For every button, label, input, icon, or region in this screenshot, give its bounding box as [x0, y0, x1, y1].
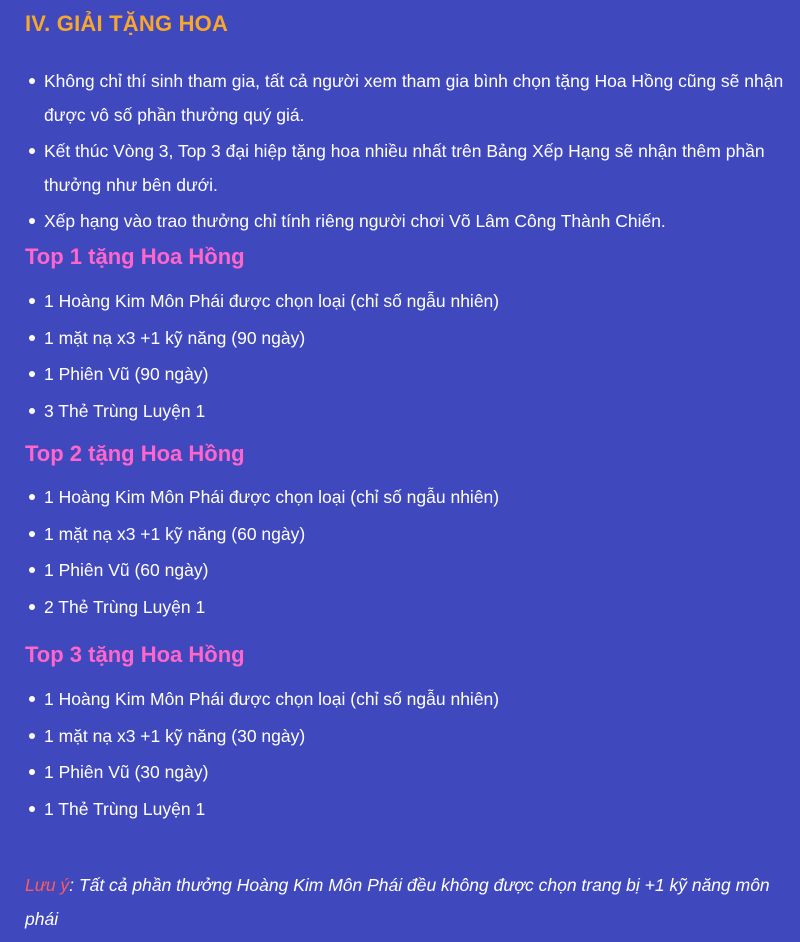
intro-text: Kết thúc Vòng 3, Top 3 đại hiệp tặng hoa nhiều nhất trên Bảng Xếp Hạng sẽ nhận thêm phần thưởng như bên dưới.: [44, 141, 765, 195]
bullet-icon: [29, 769, 35, 775]
tier-title-top-3: Top 3 tặng Hoa Hồng: [25, 642, 245, 667]
list-item: [0, 720, 800, 752]
reward-list-top-3: [0, 683, 800, 830]
reward-text: 1 mặt nạ x3 +1 kỹ năng (60 ngày): [44, 523, 306, 544]
bullet-icon: [29, 806, 35, 812]
bullet-icon: [29, 733, 35, 739]
note-label: Lưu ý: [25, 875, 70, 895]
bullet-icon: [29, 298, 35, 304]
list-item: [0, 64, 798, 132]
intro-list: [0, 64, 800, 240]
note-text: : Tất cả phần thưởng Hoàng Kim Môn Phái đều không được chọn trang bị +1 kỹ năng môn phái: [25, 875, 770, 929]
bullet-icon: [29, 567, 35, 573]
reward-text: 1 Phiên Vũ (60 ngày): [44, 560, 209, 581]
list-item: [0, 204, 800, 238]
bullet-icon: [29, 78, 35, 84]
list-item: [0, 756, 800, 788]
bullet-icon: [29, 696, 35, 702]
reward-text: 1 mặt nạ x3 +1 kỹ năng (30 ngày): [44, 725, 306, 746]
list-item: [0, 683, 800, 715]
list-item: [0, 358, 800, 390]
reward-text: 1 Hoàng Kim Môn Phái được chọn loại (chỉ số ngẫu nhiên): [44, 689, 500, 709]
bullet-icon: [29, 148, 35, 154]
list-item: [0, 591, 800, 623]
list-item: [0, 481, 800, 513]
bullet-icon: [29, 408, 35, 414]
reward-text: 1 Thẻ Trùng Luyện 1: [44, 799, 206, 820]
bullet-icon: [29, 604, 35, 610]
reward-text: 2 Thẻ Trùng Luyện 1: [44, 597, 206, 618]
reward-text: 1 mặt nạ x3 +1 kỹ năng (90 ngày): [44, 327, 306, 348]
intro-text: Không chỉ thí sinh tham gia, tất cả người xem tham gia bình chọn tặng Hoa Hồng cũng sẽ nhận được vô số phần thưởng quý giá.: [44, 71, 784, 125]
tier-title-top-2: Top 2 tặng Hoa Hồng: [25, 441, 245, 466]
reward-text: 1 Phiên Vũ (30 ngày): [44, 762, 209, 783]
list-item: [0, 322, 800, 354]
list-item: [0, 793, 800, 825]
bullet-icon: [29, 494, 35, 500]
section-title: IV. GIẢI TẶNG HOA: [25, 11, 229, 36]
reward-list-top-2: [0, 481, 800, 628]
list-item: [0, 554, 800, 586]
bullet-icon: [29, 335, 35, 341]
list-item: [0, 285, 800, 317]
list-item: [0, 134, 798, 202]
list-item: [0, 518, 800, 550]
reward-text: 1 Phiên Vũ (90 ngày): [44, 364, 209, 385]
note-paragraph: [25, 868, 785, 936]
bullet-icon: [29, 218, 35, 224]
reward-text: 1 Hoàng Kim Môn Phái được chọn loại (chỉ số ngẫu nhiên): [44, 487, 500, 507]
reward-text: 3 Thẻ Trùng Luyện 1: [44, 401, 206, 422]
bullet-icon: [29, 371, 35, 377]
reward-text: 1 Hoàng Kim Môn Phái được chọn loại (chỉ số ngẫu nhiên): [44, 291, 500, 311]
intro-text: Xếp hạng vào trao thưởng chỉ tính riêng người chơi Võ Lâm Công Thành Chiến.: [44, 211, 666, 231]
list-item: [0, 395, 800, 427]
tier-title-top-1: Top 1 tặng Hoa Hồng: [25, 244, 245, 269]
bullet-icon: [29, 531, 35, 537]
reward-list-top-1: [0, 285, 800, 432]
